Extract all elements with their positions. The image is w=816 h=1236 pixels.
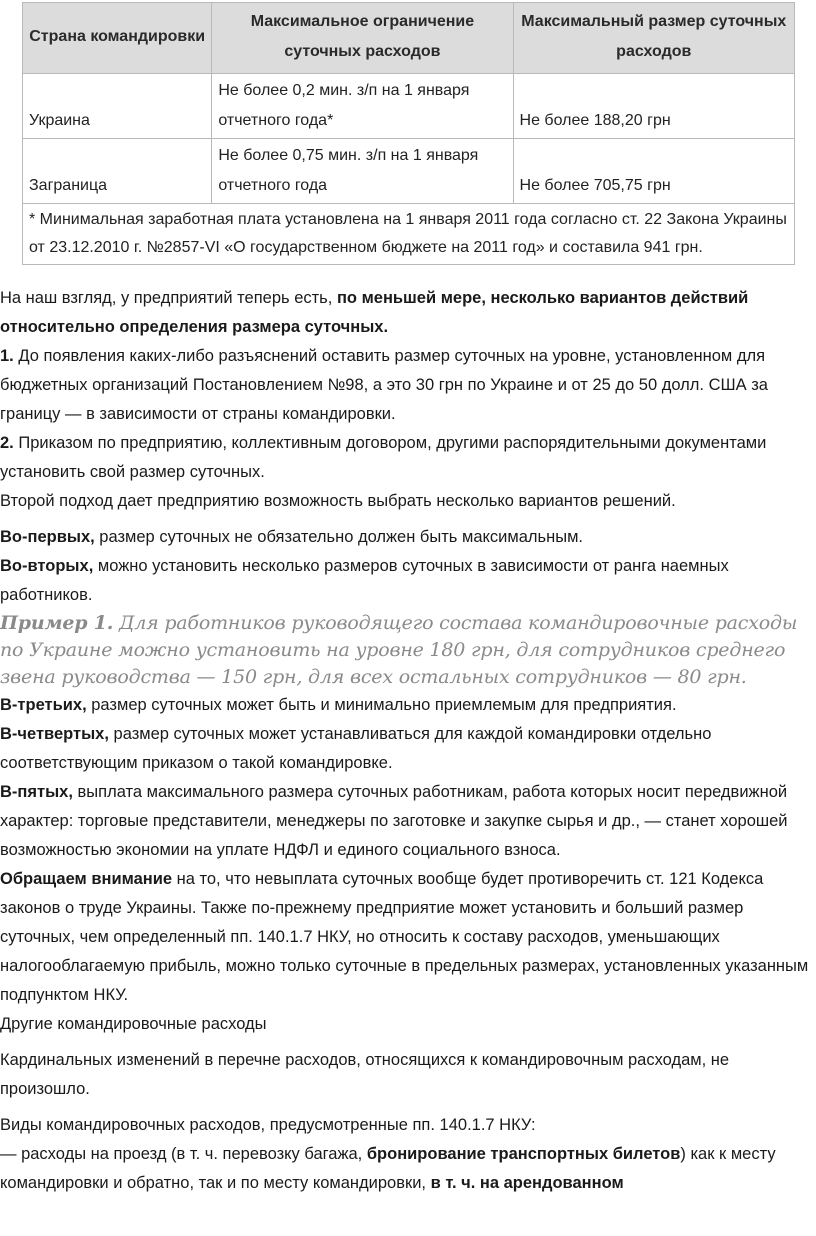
cell-limit: Не более 0,2 мин. з/п на 1 января отчетного года*	[212, 74, 513, 139]
header-max: Максимальный размер суточных расходов	[513, 3, 794, 74]
paragraph: В-четвертых, размер суточных может устанавливаться для каждой командировки отдельно соответствующим приказом о такой командировке.	[0, 725, 712, 772]
example-1: Пример 1. Для работников руководящего состава командировочные расходы по Украине можно установить на уровне 180 грн, для сотрудников среднего звена руководства — 150 грн, для всех остальных сотрудников — 80 грн.	[0, 612, 798, 688]
cell-country: Украина	[23, 74, 212, 139]
table-header-row	[23, 3, 795, 74]
table-row	[23, 139, 795, 204]
paragraph: В-пятых, выплата максимального размера суточных работникам, работа которых носит передвижной характер: торговые представители, менеджеры по заготовке и закупке сырья и др., — станет хорошей возможностью экономии на уплате НДФЛ и единого социального взноса.	[0, 783, 788, 859]
paragraph: Кардинальных изменений в перечне расходов, относящихся к командировочным расходам, не произошло.	[0, 1051, 730, 1098]
header-limit: Максимальное ограничение суточных расходов	[212, 3, 513, 74]
cell-country: Заграница	[23, 139, 212, 204]
paragraph: Виды командировочных расходов, предусмотренные пп. 140.1.7 НКУ:	[0, 1116, 536, 1134]
paragraph: Обращаем внимание на то, что невыплата суточных вообще будет противоречить ст. 121 Кодекса законов о труде Украины. Также по-прежнему предприятие может установить и больший размер суточных, чем определенный пп. 140.1.7 НКУ, но относить к составу расходов, уменьшающих налогооблагаемую прибыль, можно только суточные в предельных размерах, установленных указанным подпунктом НКУ.	[0, 870, 809, 1004]
article-body	[0, 284, 816, 1198]
paragraph: 1. До появления каких-либо разъяснений оставить размер суточных на уровне, установленном для бюджетных организаций Постановлением №98, а это 30 грн по Украине и от 25 до 50 долл. США за границу — в зависимости от страны командировки.	[0, 347, 768, 423]
cell-limit: Не более 0,75 мин. з/п на 1 января отчетного года	[212, 139, 513, 204]
paragraph: Во-первых, размер суточных не обязательно должен быть максимальным.	[0, 528, 584, 546]
table-footnote: * Минимальная заработная плата установлена на 1 января 2011 года согласно ст. 22 Закона Украины от 23.12.2010 г. №2857-VI «О государственном бюджете на 2011 год» и составила 941 грн.	[23, 204, 795, 265]
paragraph: Во-вторых, можно установить несколько размеров суточных в зависимости от ранга наемных работников.	[0, 557, 729, 604]
paragraph: 2. Приказом по предприятию, коллективным договором, другими распорядительными документами установить свой размер суточных.	[0, 434, 767, 481]
cell-max: Не более 188,20 грн	[513, 74, 794, 139]
cell-max: Не более 705,75 грн	[513, 139, 794, 204]
paragraph: В-третьих, размер суточных может быть и минимально приемлемым для предприятия.	[0, 696, 677, 714]
paragraph: Второй подход дает предприятию возможность выбрать несколько вариантов решений.	[0, 492, 676, 510]
section-heading: Другие командировочные расходы	[0, 1015, 267, 1033]
paragraph: На наш взгляд, у предприятий теперь есть, по меньшей мере, несколько вариантов действий относительно определения размера суточных.	[0, 289, 749, 336]
per-diem-limits-table	[22, 2, 795, 265]
table-row	[23, 74, 795, 139]
paragraph: — расходы на проезд (в т. ч. перевозку багажа, бронирование транспортных билетов) как к месту командировки и обратно, так и по месту командировки, в т. ч. на арендованном	[0, 1145, 776, 1192]
header-country: Страна командировки	[23, 3, 212, 74]
table-note-row	[23, 204, 795, 265]
